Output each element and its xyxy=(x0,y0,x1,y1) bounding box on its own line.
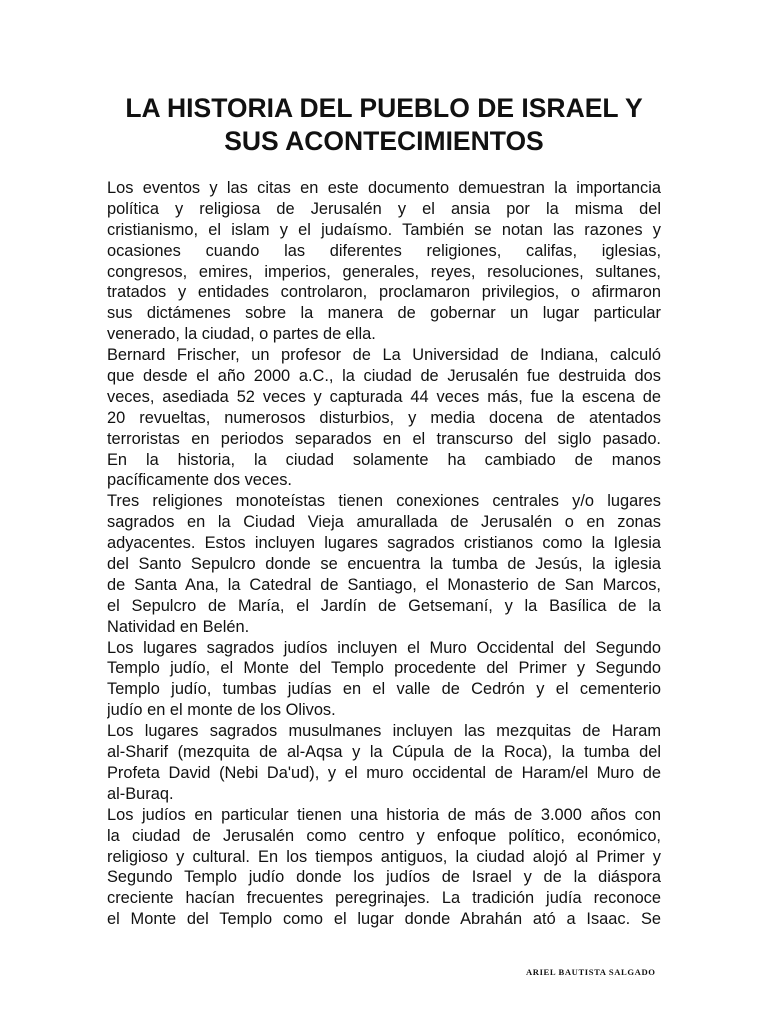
body-line: congresos, emires, imperios, generales, reyes, resoluciones, sultanes, xyxy=(107,262,661,281)
body-line: que desde el año 2000 a.C., la ciudad de Jerusalén fue destruida dos xyxy=(107,367,661,386)
document-title xyxy=(100,92,668,158)
body-line: el Sepulcro de María, el Jardín de Getsemaní, y la Basílica de la xyxy=(107,596,661,615)
body-line: En la historia, la ciudad solamente ha cambiado de manos xyxy=(107,450,661,469)
title-line: LA HISTORIA DEL PUEBLO DE ISRAEL Y xyxy=(125,93,643,123)
body-line: sagrados en la Ciudad Vieja amurallada de Jerusalén o en zonas xyxy=(107,513,661,532)
document-body xyxy=(107,178,661,930)
body-line: creciente hacían frecuentes peregrinajes. La tradición judía reconoce xyxy=(107,889,661,908)
body-line: Tres religiones monoteístas tienen conexiones centrales y/o lugares xyxy=(107,492,661,511)
body-line: ocasiones cuando las diferentes religiones, califas, iglesias, xyxy=(107,241,661,260)
body-line: Segundo Templo judío donde los judíos de Israel y de la diáspora xyxy=(107,868,661,887)
body-line: Los eventos y las citas en este documento demuestran la importancia xyxy=(107,179,661,197)
body-line: Profeta David (Nebi Da'ud), y el muro occidental de Haram/el Muro de xyxy=(107,763,661,782)
body-line: adyacentes. Estos incluyen lugares sagrados cristianos como la Iglesia xyxy=(107,534,661,553)
body-line: Los judíos en particular tienen una historia de más de 3.000 años con xyxy=(107,805,661,824)
body-line: tratados y entidades controlaron, proclamaron privilegios, o afirmaron xyxy=(107,283,661,302)
body-line: Bernard Frischer, un profesor de La Universidad de Indiana, calculó xyxy=(107,346,661,365)
body-line: la ciudad de Jerusalén como centro y enfoque político, económico, xyxy=(107,826,661,845)
footer-author: ARIEL BAUTISTA SALGADO xyxy=(526,967,656,977)
body-line: Templo judío, tumbas judías en el valle de Cedrón y el cementerio xyxy=(107,680,661,699)
body-line: 20 revueltas, numerosos disturbios, y media docena de atentados xyxy=(107,408,661,427)
body-line: terroristas en periodos separados en el transcurso del siglo pasado. xyxy=(107,429,661,448)
body-line: el Monte del Templo como el lugar donde Abrahán ató a Isaac. Se xyxy=(107,910,661,929)
body-line: Natividad en Belén. xyxy=(107,617,250,636)
body-line: de Santa Ana, la Catedral de Santiago, el Monasterio de San Marcos, xyxy=(107,575,661,594)
body-line: Los lugares sagrados judíos incluyen el Muro Occidental del Segundo xyxy=(107,638,661,657)
body-line: venerado, la ciudad, o partes de ella. xyxy=(107,325,376,344)
body-line: sus dictámenes sobre la manera de gobernar un lugar particular xyxy=(107,304,661,323)
body-line: al-Buraq. xyxy=(107,784,174,803)
body-line: Los lugares sagrados musulmanes incluyen las mezquitas de Haram xyxy=(107,722,661,741)
body-line: religioso y cultural. En los tiempos antiguos, la ciudad alojó al Primer y xyxy=(107,847,661,866)
body-line: al-Sharif (mezquita de al-Aqsa y la Cúpula de la Roca), la tumba del xyxy=(107,743,661,762)
title-line: SUS ACONTECIMIENTOS xyxy=(224,126,544,156)
body-line: cristianismo, el islam y el judaísmo. También se notan las razones y xyxy=(107,220,661,239)
body-line: Templo judío, el Monte del Templo procedente del Primer y Segundo xyxy=(107,659,661,678)
body-line: judío en el monte de los Olivos. xyxy=(107,701,336,720)
body-line: pacíficamente dos veces. xyxy=(107,471,292,490)
body-line: política y religiosa de Jerusalén y el ansia por la misma del xyxy=(107,199,661,218)
body-line: veces, asediada 52 veces y capturada 44 veces más, fue la escena de xyxy=(107,387,661,406)
body-line: del Santo Sepulcro donde se encuentra la tumba de Jesús, la iglesia xyxy=(107,555,661,574)
